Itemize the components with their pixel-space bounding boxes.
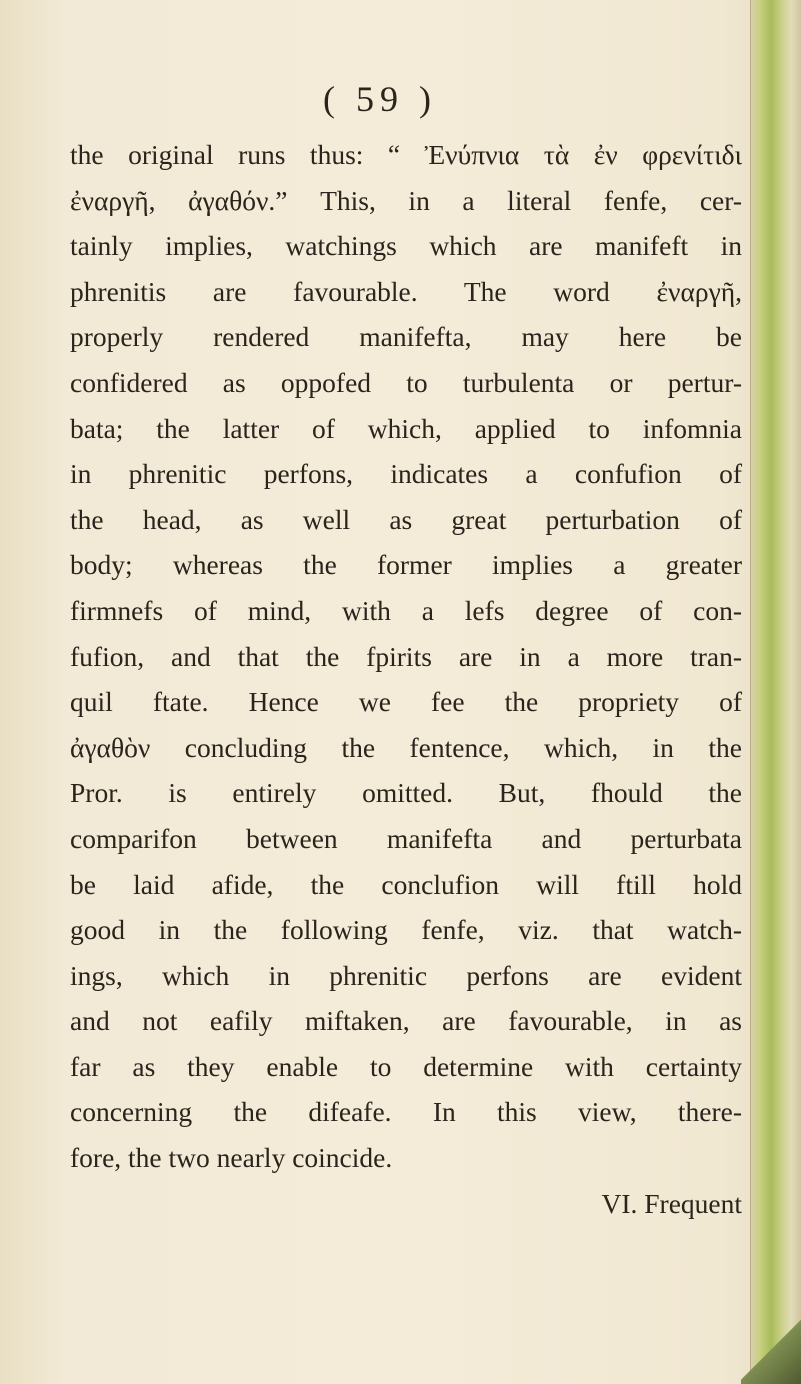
text-line: far as they enable to determine with certainty	[70, 1050, 742, 1082]
text-line: the original runs thus: “ Ἐνύπνια τὰ ἐν φρενίτιδι	[70, 139, 742, 170]
page-corner	[741, 1314, 801, 1384]
text-line: confidered as oppofed to turbulenta or pertur-	[70, 366, 742, 398]
text-line: ἀγαθὸν concluding the fentence, which, in the	[70, 731, 742, 763]
body-text	[70, 132, 742, 1226]
text-line: bata; the latter of which, applied to infomnia	[70, 412, 742, 444]
page-spine-edge	[750, 0, 801, 1384]
text-line: good in the following fenfe, viz. that watch-	[70, 914, 742, 946]
text-line: properly rendered manifefta, may here be	[70, 321, 742, 353]
text-line: phrenitis are favourable. The word ἐναργῆ,	[70, 275, 742, 307]
text-line: the head, as well as great perturbation of	[70, 503, 742, 535]
text-line: tainly implies, watchings which are manifeft in	[70, 230, 742, 262]
text-line: fore, the two nearly coincide.	[70, 1142, 393, 1174]
text-line: be laid afide, the conclufion will ftill hold	[70, 868, 742, 900]
text-line: body; whereas the former implies a greater	[70, 549, 742, 581]
text-line: in phrenitic perfons, indicates a confufion of	[70, 458, 742, 490]
text-line: fufion, and that the fpirits are in a more tran-	[70, 640, 742, 672]
text-line: comparifon between manifefta and perturbata	[70, 822, 742, 854]
text-line: ings, which in phrenitic perfons are evident	[70, 959, 742, 991]
text-line: firmnefs of mind, with a lefs degree of con-	[70, 594, 742, 626]
text-line: and not eafily miftaken, are favourable, in as	[70, 1005, 742, 1037]
text-line: Pror. is entirely omitted. But, fhould the	[70, 777, 742, 809]
text-line: quil ftate. Hence we fee the propriety of	[70, 686, 742, 718]
text-line: ἐναργῆ, ἀγαθόν.” This, in a literal fenfe, cer-	[70, 184, 742, 216]
text-line: concerning the difeafe. In this view, there-	[70, 1096, 742, 1128]
catchword: VI. Frequent	[601, 1187, 742, 1219]
page-number: ( 59 )	[323, 79, 437, 119]
